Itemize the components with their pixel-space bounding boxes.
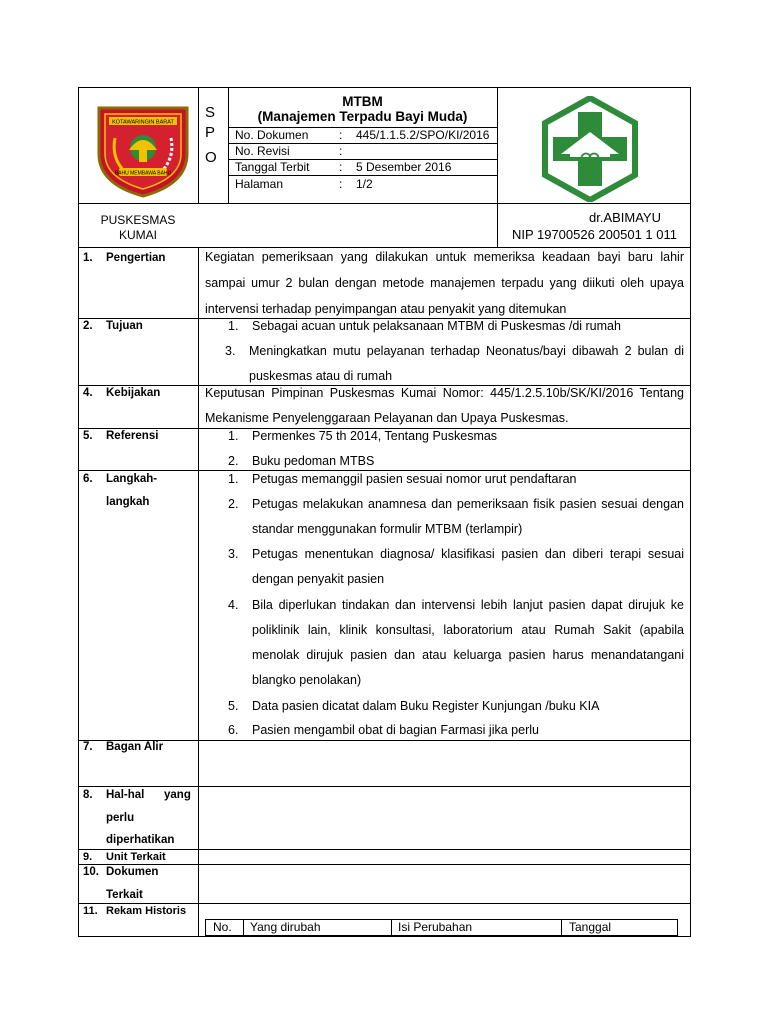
referensi-item-1-number: 1. (228, 429, 239, 443)
pengertian-line-3: intervensi terhadap penyimpangan atau penyakit yang ditemukan (205, 302, 567, 316)
label-column-divider (198, 247, 199, 937)
langkah-item-1-text: Petugas memanggil pasien sesuai nomor urut pendaftaran (252, 472, 577, 486)
section-2-label: Tujuan (106, 320, 143, 332)
frame-right (690, 87, 691, 937)
section-8-label-line2: perlu (106, 812, 135, 824)
tujuan-item-1-text: Sebagai acuan untuk pelaksanaan MTBM di Puskesmas /di rumah (252, 319, 621, 333)
section-7-label: Bagan Alir (106, 741, 164, 753)
meta-sep-no-dokumen: : (339, 128, 343, 142)
langkah-item-3-number: 3. (228, 547, 239, 561)
meta-value-no-dokumen: 445/1.1.5.2/SPO/KI/2016 (356, 128, 490, 142)
meta-value-halaman: 1/2 (356, 177, 373, 191)
meta-label-no-revisi: No. Revisi (235, 144, 290, 158)
langkah-item-5-number: 5. (228, 699, 239, 713)
meta-sep-no-revisi: : (339, 144, 343, 158)
tujuan-item-2-number: 3. (225, 344, 236, 358)
spo-letter-p: P (205, 124, 216, 141)
section-10-number: 10. (83, 866, 99, 878)
referensi-item-2-text: Buku pedoman MTBS (252, 454, 375, 468)
regional-emblem-logo (95, 102, 191, 198)
langkah-item-2-line-2: standar menggunakan formulir MTBM (terlampir) (252, 522, 523, 536)
signer-nip: NIP 19700526 200501 1 011 (511, 227, 677, 242)
langkah-item-3-line-2: dengan penyakit pasien (252, 572, 385, 586)
spo-letter-s: S (205, 104, 216, 121)
section-8-label-line3: diperhatikan (106, 834, 175, 846)
section-2-number: 2. (83, 320, 93, 332)
header-divider-1 (198, 87, 199, 203)
langkah-item-6-number: 6. (228, 723, 239, 737)
row-line-8 (78, 849, 691, 850)
langkah-item-1-number: 1. (228, 472, 239, 486)
langkah-item-2-number: 2. (228, 497, 239, 511)
langkah-item-2-line-1: Petugas melakukan anamnesa dan pemeriksaan fisik pasien sesuai dengan (252, 497, 684, 511)
signer-name: dr.ABIMAYU (588, 210, 661, 225)
spo-letter-o: O (205, 149, 217, 166)
section-10-label-line2: Terkait (106, 889, 143, 901)
section-5-number: 5. (83, 430, 93, 442)
history-header-isi-perubahan: Isi Perubahan (398, 920, 473, 934)
meta-label-tanggal-terbit: Tanggal Terbit (235, 160, 310, 174)
meta-label-halaman: Halaman (235, 177, 284, 191)
org-name-line1: PUSKESMAS (100, 213, 176, 227)
meta-sep-halaman: : (339, 177, 343, 191)
section-6-label-line1: Langkah- (106, 473, 158, 485)
section-8-label-word-1: Hal-hal (106, 789, 145, 801)
doc-title: MTBM (342, 94, 383, 109)
frame-top (78, 87, 691, 88)
tujuan-item-2-line-2: puskesmas atau di rumah (249, 369, 393, 383)
emblem-top-text: KOTAWARINGIN BARAT (112, 119, 174, 126)
meta-sep-tanggal-terbit: : (339, 160, 343, 174)
doc-subtitle: (Manajemen Terpadu Bayi Muda) (257, 109, 468, 124)
section-10-label-line1: Dokumen (106, 866, 159, 878)
emblem-bottom-text: BAHU MEMBAWA BAHU (114, 170, 172, 177)
row-line-header (78, 203, 691, 204)
section-7-number: 7. (83, 741, 93, 753)
section-1-number: 1. (83, 252, 93, 264)
section-1-label: Pengertian (106, 252, 166, 264)
section-9-number: 9. (83, 851, 93, 863)
history-header-tanggal: Tanggal (569, 920, 612, 934)
meta-label-no-dokumen: No. Dokumen (235, 128, 309, 142)
kebijakan-line-1: Keputusan Pimpinan Puskesmas Kumai Nomor: 445/1.2.5.10b/SK/KI/2016 Tentang (205, 386, 684, 400)
langkah-item-5-text: Data pasien dicatat dalam Buku Register Kunjungan /buku KIA (252, 699, 600, 713)
history-header-no: No. (213, 920, 232, 934)
pengertian-line-2: sampai umur 2 bulan dengan metode manajemen terpadu yang diikuti oleh upaya (205, 276, 684, 290)
langkah-item-4-line-1: Bila diperlukan tindakan dan intervensi lebih lanjut pasien dapat dirujuk ke (252, 598, 684, 612)
langkah-item-3-line-1: Petugas menentukan diagnosa/ klasifikasi pasien dan diberi terapi sesuai (252, 547, 684, 561)
org-name-line2: KUMAI (118, 228, 157, 242)
section-11-number: 11. (83, 905, 98, 917)
kebijakan-line-2: Mekanisme Penyelenggaraan Pelayanan dan Upaya Puskesmas. (205, 411, 569, 425)
langkah-item-4-line-2: poliklinik lain, klinik konsultasi, laboratorium atau Rumah Sakit (apabila (252, 623, 684, 637)
section-9-label: Unit Terkait (106, 851, 166, 863)
history-header-yang-dirubah: Yang dirubah (250, 920, 321, 934)
meta-value-tanggal-terbit: 5 Desember 2016 (356, 160, 452, 174)
langkah-item-6-text: Pasien mengambil obat di bagian Farmasi jika perlu (252, 723, 539, 737)
langkah-item-4-line-3: menolak dirujuk pasien dan atau keluarga pasien harus menandatangani (252, 648, 684, 662)
history-col-divider-3 (561, 919, 562, 936)
row-line-org (78, 247, 691, 248)
row-line-7 (78, 786, 691, 787)
row-line-6 (78, 740, 691, 741)
tujuan-item-2-line-1: Meningkatkan mutu pelayanan terhadap Neonatus/bayi dibawah 2 bulan di (249, 344, 684, 358)
langkah-item-4-line-4: blangko penolakan) (252, 673, 362, 687)
frame-bottom (78, 936, 691, 937)
section-6-number: 6. (83, 473, 93, 485)
puskesmas-logo (537, 96, 643, 202)
section-11-label: Rekam Historis (106, 905, 187, 917)
row-line-10 (78, 903, 691, 904)
row-line-9 (78, 864, 691, 865)
referensi-item-1-text: Permenkes 75 th 2014, Tentang Puskesmas (252, 429, 498, 443)
meta-line-3 (228, 175, 497, 176)
section-4-label: Kebijakan (106, 387, 161, 399)
section-4-number: 4. (83, 387, 93, 399)
section-8-number: 8. (83, 789, 93, 801)
section-6-label-line2: langkah (106, 496, 150, 508)
row-line-5 (78, 470, 691, 471)
pengertian-line-1: Kegiatan pemeriksaan yang dilakukan untuk memeriksa keadaan bayi baru lahir (205, 250, 684, 264)
referensi-item-2-number: 2. (228, 454, 239, 468)
history-col-divider-2 (391, 919, 392, 936)
section-5-label: Referensi (106, 430, 159, 442)
section-8-label-word-2: yang (164, 789, 191, 801)
history-col-divider-1 (243, 919, 244, 936)
tujuan-item-1-number: 1. (228, 319, 239, 333)
langkah-item-4-number: 4. (228, 598, 239, 612)
